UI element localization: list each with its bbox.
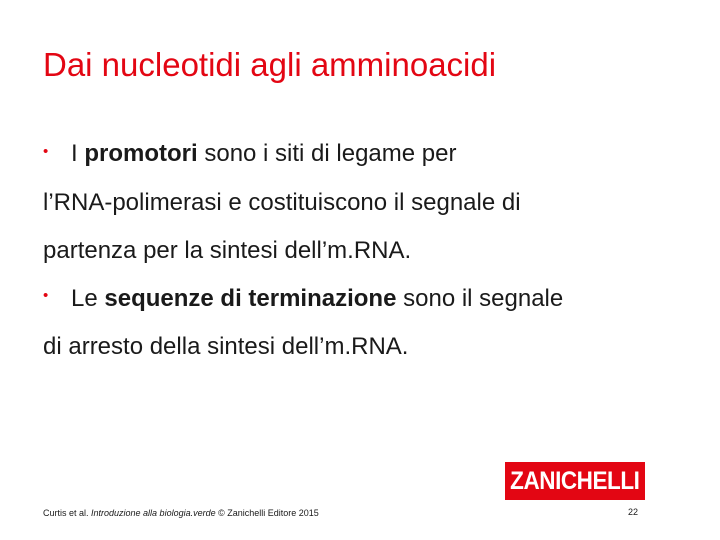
bullet-marker: •	[43, 287, 49, 305]
footer-text-italic: Introduzione alla biologia.verde	[91, 508, 216, 518]
logo-text: ZANICHELLI	[510, 466, 640, 495]
bullet-text-bold: promotori	[84, 140, 198, 167]
page-number: 22	[628, 507, 639, 517]
slide-body	[43, 130, 683, 371]
footer-text-pre: Curtis et al.	[43, 508, 92, 518]
bullet-item-terminazione	[43, 275, 683, 324]
slide-title: Dai nucleotidi agli amminoacidi	[43, 46, 497, 83]
zanichelli-logo	[505, 462, 645, 500]
footer-text-post: © Zanichelli Editore 2015	[215, 508, 319, 518]
bullet-text-pre: I	[71, 140, 85, 167]
bullet-text-post: sono il segnale	[396, 284, 564, 312]
bullet-marker: •	[43, 142, 49, 160]
footer-citation	[43, 508, 319, 518]
bullet-line: di arresto della sintesi dell’m.RNA.	[43, 333, 409, 361]
bullet-text-bold: sequenze di terminazione	[104, 284, 397, 312]
bullet-text-pre: Le	[71, 284, 105, 312]
bullet-line: l’RNA-polimerasi e costituiscono il segnale di	[43, 188, 521, 216]
bullet-line: partenza per la sintesi dell’m.RNA.	[43, 236, 412, 264]
bullet-item-promotori	[43, 130, 683, 179]
bullet-text-post: sono i siti di legame per	[197, 140, 457, 167]
